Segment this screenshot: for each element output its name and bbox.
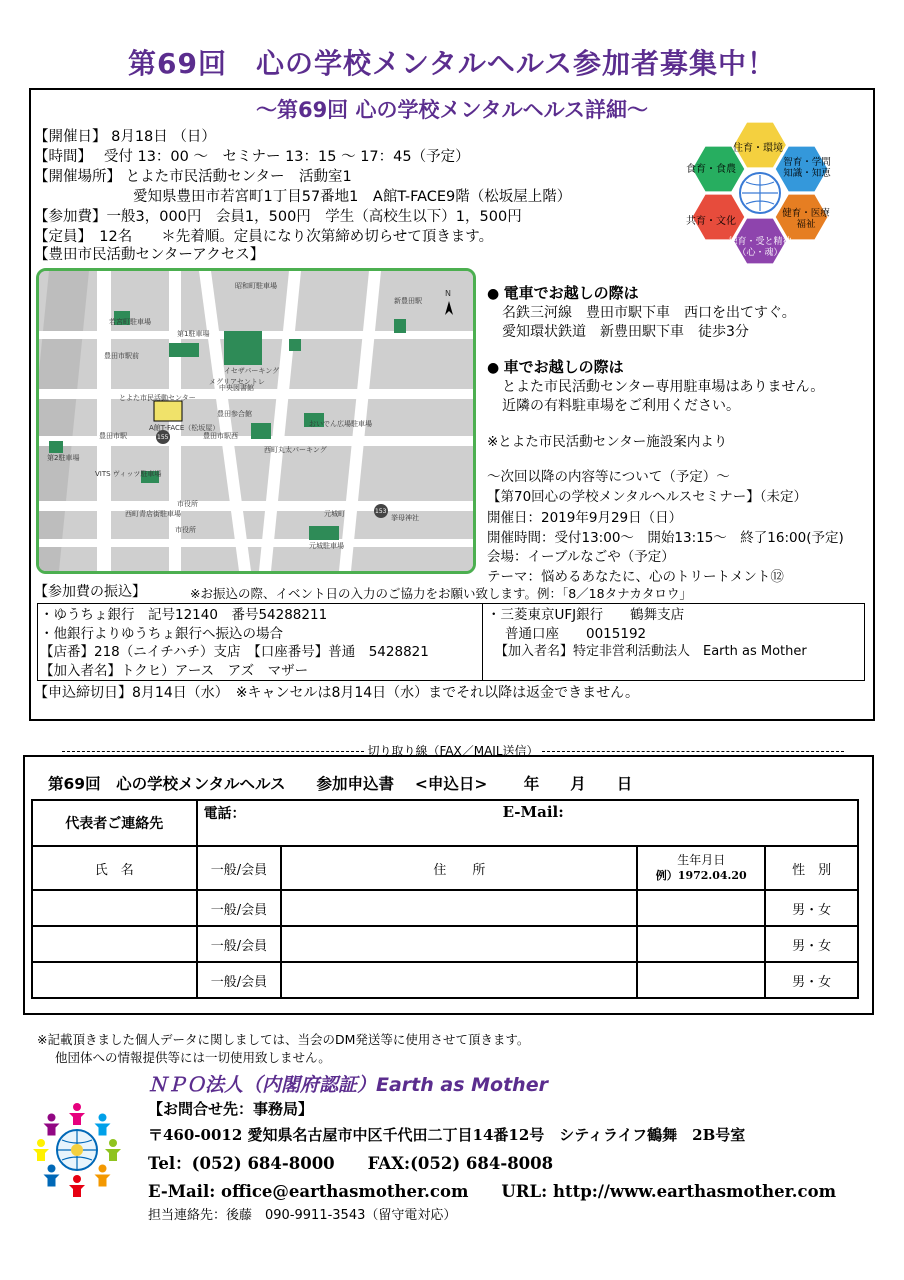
email-url[interactable]: E-Mail: office@earthasmother.com URL: http://www.earthasmother.com xyxy=(148,1182,837,1201)
car-heading: ● 車でお越しの際は xyxy=(487,358,624,376)
map-label: 元城町 xyxy=(324,510,345,518)
rep-contact-field[interactable] xyxy=(197,800,858,846)
col-address: 住 所 xyxy=(281,846,637,890)
office-address: 〒460-0012 愛知県名古屋市中区千代田二丁目14番12号 シティライフ鶴舞 2B号室 xyxy=(148,1126,746,1144)
birth-cell[interactable] xyxy=(637,962,765,998)
person-figure-icon xyxy=(44,1165,60,1187)
address-cell[interactable] xyxy=(281,962,637,998)
map-label: 市役所 xyxy=(175,526,196,534)
inquiry-label: 【お問合せ先：事務局】 xyxy=(148,1100,314,1118)
map-label: イセザパーキング xyxy=(224,367,280,375)
next-time: 開催時間：受付13:00～ 開始13:15～ 終了16:00(予定) xyxy=(487,530,844,546)
phone-label: 電話： xyxy=(203,806,246,822)
hex-label-4: 共育・文化 xyxy=(686,216,736,227)
person-figure-icon xyxy=(105,1139,121,1161)
payment-right-2: 【加入者名】特定非営利活動法人 Earth as Mother xyxy=(495,644,807,659)
map-label: 豊田参合館 xyxy=(217,410,252,418)
event-time: 【時間】 受付 13：00 ～ セミナー 13：15 ～ 17：45（予定） xyxy=(34,149,470,165)
table-row xyxy=(32,926,858,962)
event-fee: 【参加費】一般3，000円 会員1，500円 学生（高校生以下）1，500円 xyxy=(34,209,522,225)
person-figure-icon xyxy=(33,1139,49,1161)
map-label: 中央図書館 xyxy=(219,384,254,392)
map-label: 豊田市駅前 xyxy=(104,352,139,360)
map-label: 第2駐車場 xyxy=(47,454,80,462)
gender-cell[interactable]: 男・女 xyxy=(765,926,858,962)
gender-cell[interactable]: 男・女 xyxy=(765,890,858,926)
name-cell[interactable] xyxy=(32,926,197,962)
payment-deadline: 【申込締切日】8月14日（水） ※キャンセルは8月14日（水）までそれ以降は返金できません。 xyxy=(34,685,640,701)
table-row xyxy=(32,890,858,926)
hex-label-0: 住育・環境 xyxy=(733,143,783,154)
event-capacity: 【定員】 12名 ＊先着順。定員になり次第締め切らせて頂きます。 xyxy=(34,229,494,245)
train-line-2: 愛知環状鉄道 新豊田駅下車 徒歩3分 xyxy=(502,324,749,340)
payment-right-0: ・三菱東京UFJ銀行 鶴舞支店 xyxy=(487,607,685,623)
col-name: 氏 名 xyxy=(32,846,197,890)
earth-as-mother-logo xyxy=(22,1100,132,1200)
payment-left-1: ・他銀行よりゆうちょ銀行へ振込の場合 xyxy=(40,626,283,642)
event-date: 【開催日】 8月18日 （日） xyxy=(34,129,216,145)
map-label: VITS ヴィッツ駐車場 xyxy=(95,470,162,478)
map-label: 西町青店街駐車場 xyxy=(125,510,181,518)
map-label: 153 xyxy=(375,508,387,515)
map-label: 155 xyxy=(157,434,169,441)
next-theme: テーマ：悩めるあなたに、心のトリートメント⑫ xyxy=(487,569,784,585)
next-venue: 会場：イーブルなごや（予定） xyxy=(487,549,675,565)
type-cell[interactable]: 一般/会員 xyxy=(197,890,282,926)
map-label: 豊田市駅西 xyxy=(203,432,238,440)
privacy-line-1: ※記載頂きました個人データに関しましては、当会のDM発送等に使用させて頂きます。 xyxy=(37,1032,530,1047)
hex-label-1: 智育・学問 知識・知恵 xyxy=(783,157,831,179)
tel-fax: Tel：(052) 684-8000 FAX:(052) 684-8008 xyxy=(148,1154,554,1173)
access-source: ※とよた市民活動センター施設案内より xyxy=(487,434,728,450)
map-label: おいでん広場駐車場 xyxy=(309,420,372,428)
payment-heading: 【参加費の振込】 xyxy=(34,584,146,600)
rep-contact-label: 代表者ご連絡先 xyxy=(32,800,197,846)
npo-name: ＮＰＯ法人（内閣府認証）Earth as Mother xyxy=(148,1074,548,1096)
payment-left-2: 【店番】218（ニイチハチ）支店 【口座番号】普通 5428821 xyxy=(40,644,429,660)
event-venue: 【開催場所】 とよた市民活動センター 活動室1 xyxy=(34,169,352,185)
event-address: 愛知県豊田市若宮町1丁目57番地1 A館T-FACE9階（松坂屋上階） xyxy=(133,189,572,205)
payment-right-1: 普通口座 0015192 xyxy=(505,626,647,642)
map-label: 第1駐車場 xyxy=(177,330,210,338)
application-table xyxy=(31,799,859,999)
map-streets xyxy=(39,271,473,571)
map-label: 若宮町駐車場 xyxy=(109,318,151,326)
map-label: N xyxy=(445,289,451,298)
name-cell[interactable] xyxy=(32,890,197,926)
col-type: 一般/会員 xyxy=(197,846,282,890)
car-line-1: とよた市民活動センター専用駐車場はありません。 xyxy=(502,379,825,395)
hex-label-5: 食育・食農 xyxy=(686,164,736,175)
form-title: 第69回 心の学校メンタルヘルス 参加申込書 <申込日> 年 月 日 xyxy=(48,775,633,793)
hex-label-2: 健育・医療 福祉 xyxy=(782,208,830,230)
cut-line: 切り取り線（FAX／MAIL送信） xyxy=(30,742,876,759)
type-cell[interactable]: 一般/会員 xyxy=(197,962,282,998)
car-line-2: 近隣の有料駐車場をご利用ください。 xyxy=(502,398,740,414)
map-label: メグリアセントレ xyxy=(209,378,265,386)
map-label: 西町丸太パーキング xyxy=(264,446,327,454)
map-label: 市役所 xyxy=(177,500,198,508)
train-heading: ● 電車でお越しの際は xyxy=(487,284,639,302)
map-label: 豊田市駅 xyxy=(99,432,127,440)
next-title: 【第70回心の学校メンタルヘルスセミナー】（未定） xyxy=(487,489,807,505)
map-label: とよた市民活動センター xyxy=(119,394,196,402)
table-row xyxy=(32,962,858,998)
payment-left-0: ・ゆうちょ銀行 記号12140 番号54288211 xyxy=(40,607,328,623)
detail-title: ～第69回 心の学校メンタルヘルス詳細～ xyxy=(255,98,649,122)
access-map xyxy=(36,268,476,574)
map-label: 昭和町駐車場 xyxy=(235,282,277,290)
col-birth: 生年月日 例）1972.04.20 xyxy=(637,846,765,890)
birth-cell[interactable] xyxy=(637,926,765,962)
person-figure-icon xyxy=(95,1114,111,1136)
privacy-line-2: 他団体への情報提供等には一切使用致しません。 xyxy=(55,1050,331,1065)
hex-label-3: 徳育・受と精神 （心・魂） xyxy=(728,237,792,258)
map-label: 新豊田駅 xyxy=(394,297,422,305)
birth-cell[interactable] xyxy=(637,890,765,926)
contact-person: 担当連絡先：後藤 090-9911-3543（留守電対応） xyxy=(148,1208,457,1223)
next-heading: ～次回以降の内容等について（予定）～ xyxy=(487,469,730,485)
main-title: 第69回 心の学校メンタルヘルス参加者募集中！ xyxy=(127,47,776,80)
address-cell[interactable] xyxy=(281,926,637,962)
email-label: E-Mail: xyxy=(502,803,564,821)
map-label: 元城駐車場 xyxy=(309,542,344,550)
person-figure-icon xyxy=(69,1175,85,1197)
name-cell[interactable] xyxy=(32,962,197,998)
person-figure-icon xyxy=(69,1103,85,1125)
col-gender: 性 別 xyxy=(765,846,858,890)
person-figure-icon xyxy=(95,1165,111,1187)
access-heading: 【豊田市民活動センターアクセス】 xyxy=(34,247,265,263)
map-label: A館T-FACE（松坂屋） xyxy=(149,424,220,432)
train-line-1: 名鉄三河線 豊田市駅下車 西口を出てすぐ。 xyxy=(502,305,796,321)
map-label: 挙母神社 xyxy=(391,514,419,522)
payment-left-3: 【加入者名】トクヒ）アース アズ マザー xyxy=(40,663,309,679)
person-figure-icon xyxy=(44,1114,60,1136)
payment-note: ※お振込の際、イベント日の入力のご協力をお願い致します。例：「8／18タナカタロウ」 xyxy=(190,586,692,601)
type-cell[interactable]: 一般/会員 xyxy=(197,926,282,962)
gender-cell[interactable]: 男・女 xyxy=(765,962,858,998)
address-cell[interactable] xyxy=(281,890,637,926)
next-date: 開催日：2019年9月29日（日） xyxy=(487,510,683,526)
